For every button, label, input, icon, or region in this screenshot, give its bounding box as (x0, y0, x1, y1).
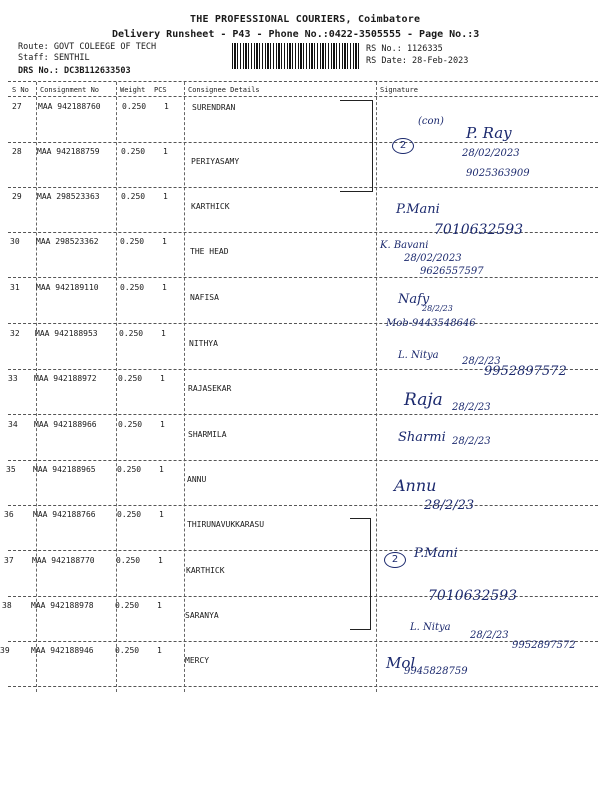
row-consignment-no: MAA 942188770 (32, 556, 95, 565)
row-weight: 0.250 (117, 510, 142, 519)
row-consignee: SURENDRAN (192, 103, 236, 112)
row-weight: 0.250 (121, 147, 146, 156)
row-consignment-no: MAA 298523362 (36, 237, 99, 246)
handwritten-signature: Nafy (398, 292, 430, 307)
row-consignment-no: MAA 942189110 (36, 283, 99, 292)
row-pcs: 1 (163, 192, 168, 201)
col-header-sno: S No (12, 86, 29, 94)
handwritten-date: 28/02/2023 (462, 148, 520, 159)
handwritten-phone: Mob-9443548646 (386, 318, 476, 329)
row-consignment-no: MAA 942188953 (35, 329, 98, 338)
row-sno: 34 (8, 420, 18, 429)
handwritten-date: 28/2/23 (462, 356, 501, 367)
row-sno: 32 (10, 329, 20, 338)
row-sno: 31 (10, 283, 20, 292)
row-weight: 0.250 (120, 237, 145, 246)
row-consignment-no: MAA 942188946 (31, 646, 94, 655)
runsheet-subtitle: Delivery Runsheet - P43 - Phone No.:0422-3505555 - Page No.:3 (112, 29, 480, 40)
table-row (0, 416, 600, 461)
handwritten-phone: 9952897572 (512, 640, 576, 651)
route-label: Route: GOVT COLEEGE OF TECH (18, 42, 157, 52)
handwritten-date: 28/2/23 (470, 630, 509, 641)
row-pcs: 1 (163, 147, 168, 156)
barcode-image (232, 43, 360, 69)
handwritten-signature: Raja (404, 390, 443, 410)
handwritten-signature: L. Nitya (398, 350, 439, 361)
row-weight: 0.250 (115, 601, 140, 610)
row-consignee: THE HEAD (190, 247, 229, 256)
row-pcs: 1 (159, 510, 164, 519)
row-sno: 30 (10, 237, 20, 246)
handwritten-date: 28/2/23 (452, 436, 491, 447)
handwritten-circled-number: 2 (392, 138, 414, 154)
document-title: THE PROFESSIONAL COURIERS, Coimbatore (190, 14, 421, 25)
row-consignee: ANNU (187, 475, 207, 484)
row-consignment-no: MAA 942188966 (34, 420, 97, 429)
row-consignee: NAFISA (190, 293, 219, 302)
row-pcs: 1 (162, 237, 167, 246)
handwritten-signature: P.Mani (396, 202, 440, 217)
row-sno: 28 (12, 147, 22, 156)
row-separator (8, 277, 598, 278)
bracket-mark (340, 100, 373, 192)
row-consignment-no: MAA 298523363 (37, 192, 100, 201)
row-consignee: THIRUNAVUKKARASU (187, 520, 265, 529)
col-header-consignee: Consignee Details (188, 86, 260, 94)
handwritten-date: 28/2/23 (424, 498, 475, 513)
row-pcs: 1 (164, 102, 169, 111)
row-separator (8, 550, 598, 551)
header-top-rule (8, 81, 598, 82)
handwritten-date: 28/02/2023 (404, 253, 462, 264)
row-pcs: 1 (160, 374, 165, 383)
staff-label: Staff: SENTHIL (18, 53, 90, 63)
col-header-weight: Weight (120, 86, 146, 94)
handwritten-signature: Mol (386, 654, 416, 672)
row-weight: 0.250 (118, 374, 143, 383)
row-consignment-no: MAA 942188965 (33, 465, 96, 474)
row-consignee: KARTHICK (191, 202, 230, 211)
drs-number: DRS No.: DC3B112633503 (18, 66, 131, 76)
handwritten-phone: 9952897572 (484, 364, 567, 379)
row-consignee: PERIYASAMY (191, 157, 240, 166)
row-sno: 29 (12, 192, 22, 201)
row-consignee: NITHYA (189, 339, 218, 348)
handwritten-phone: 9626557597 (420, 266, 484, 277)
handwritten-phone: 7010632593 (428, 588, 518, 604)
row-consignment-no: MAA 942188766 (33, 510, 96, 519)
row-consignment-no: MAA 942188978 (31, 601, 94, 610)
handwritten-phone: 9025363909 (466, 168, 530, 179)
row-weight: 0.250 (118, 420, 143, 429)
row-weight: 0.250 (122, 102, 147, 111)
row-separator (8, 414, 598, 415)
row-consignee: KARTHICK (186, 566, 225, 575)
col-header-signature: Signature (380, 86, 418, 94)
row-weight: 0.250 (116, 556, 141, 565)
table-row (0, 279, 600, 324)
table-row (0, 233, 600, 278)
row-separator (8, 686, 598, 687)
handwritten-phone: 9945828759 (404, 666, 468, 677)
row-consignment-no: MAA 942188972 (34, 374, 97, 383)
handwritten-signature: P.Mani (414, 546, 458, 561)
rs-number: RS No.: 1126335 (366, 44, 443, 54)
row-consignee: MERCY (185, 656, 210, 665)
row-pcs: 1 (157, 646, 162, 655)
row-sno: 33 (8, 374, 18, 383)
row-sno: 35 (6, 465, 16, 474)
handwritten-date: 28/2/23 (452, 402, 491, 413)
row-consignment-no: MAA 942188759 (37, 147, 100, 156)
handwritten-date: 28/2/23 (422, 304, 453, 313)
row-pcs: 1 (157, 601, 162, 610)
handwritten-circled-number: 2 (384, 552, 406, 568)
row-pcs: 1 (162, 283, 167, 292)
row-sno: 38 (2, 601, 12, 610)
handwritten-signature: K. Bavani (380, 240, 429, 251)
row-pcs: 1 (158, 556, 163, 565)
handwritten-signature: Annu (394, 476, 437, 495)
row-weight: 0.250 (121, 192, 146, 201)
handwritten-signature: Sharmi (398, 430, 446, 445)
row-weight: 0.250 (115, 646, 140, 655)
handwritten-signature: P. Ray (466, 124, 512, 142)
row-sno: 37 (4, 556, 14, 565)
row-consignee: SHARMILA (188, 430, 227, 439)
row-sno: 27 (12, 102, 22, 111)
row-consignee: SARANYA (185, 611, 219, 620)
handwritten-phone: 7010632593 (434, 222, 524, 238)
row-consignee: RAJASEKAR (188, 384, 232, 393)
row-pcs: 1 (160, 420, 165, 429)
row-pcs: 1 (159, 465, 164, 474)
col-header-pcs: PCS (154, 86, 167, 94)
handwritten-note: (con) (418, 116, 444, 127)
rs-date: RS Date: 28-Feb-2023 (366, 56, 469, 66)
row-consignment-no: MAA 942188760 (38, 102, 101, 111)
row-sno: 36 (4, 510, 14, 519)
table-row (0, 506, 600, 551)
row-pcs: 1 (161, 329, 166, 338)
row-weight: 0.250 (117, 465, 142, 474)
bracket-mark (350, 518, 371, 630)
row-sno: 39 (0, 646, 10, 655)
table-row (0, 642, 600, 687)
row-separator (8, 323, 598, 324)
row-weight: 0.250 (120, 283, 145, 292)
header-bottom-rule (8, 96, 598, 97)
col-header-consignment: Consignment No (40, 86, 100, 94)
row-weight: 0.250 (119, 329, 144, 338)
table-row (0, 461, 600, 506)
handwritten-signature: L. Nitya (410, 622, 451, 633)
